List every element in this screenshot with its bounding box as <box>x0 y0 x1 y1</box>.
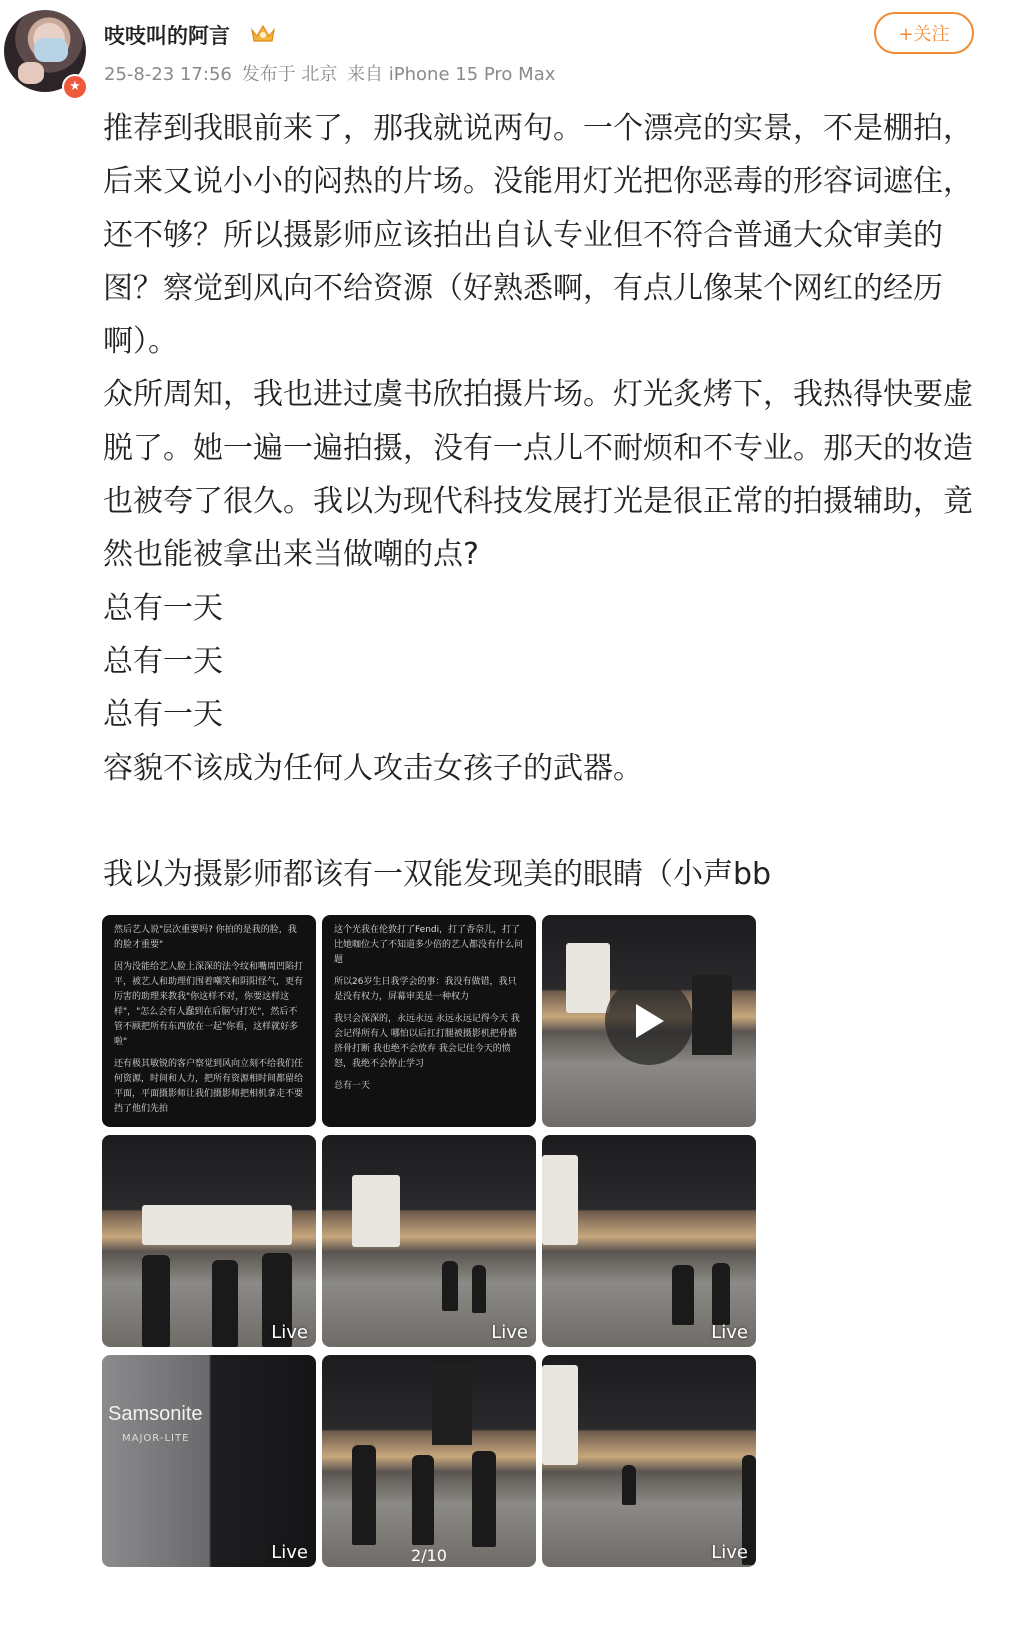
image-live-3[interactable] <box>542 1135 756 1347</box>
image-dark-panel <box>432 1365 472 1445</box>
image-live-6[interactable] <box>542 1355 756 1567</box>
crown-icon <box>250 22 276 44</box>
image-text-line: 这个光我在伦敦打了Fendi，打了香奈儿，打了比她咖位大了不知道多少倍的艺人都没有什么问题 <box>334 925 524 965</box>
image-lightbox-shape <box>542 1365 578 1465</box>
live-badge: Live <box>271 1322 308 1343</box>
paragraph: 总有一天 <box>103 590 223 626</box>
live-badge: Live <box>271 1542 308 1563</box>
play-icon[interactable] <box>605 977 693 1065</box>
post-location: 发布于 北京 <box>241 64 338 85</box>
paragraph: 推荐到我眼前来了，那我就说两句。一个漂亮的实景，不是棚拍，后来又说小小的闷热的片场。没能用灯光把你恶毒的形容词遮住，还不够？所以摄影师应该拍出自认专业但不符合普通大众审美的图？察觉到风向不给资源（好熟悉啊，有点儿像某个网红的经历啊）。 <box>103 111 973 360</box>
post-time: 25-8-23 17:56 <box>104 64 232 85</box>
paragraph: 我以为摄影师都该有一双能发现美的眼睛（小声bb <box>103 857 772 893</box>
image-live-5[interactable] <box>322 1355 536 1567</box>
verified-badge-icon: ★ <box>62 74 88 100</box>
image-person-shape <box>142 1255 170 1347</box>
paragraph: 总有一天 <box>103 643 223 679</box>
image-text-screenshot-2[interactable] <box>322 915 536 1127</box>
image-person-shape <box>472 1265 486 1313</box>
paragraph: 容貌不该成为任何人攻击女孩子的武器。 <box>103 750 643 786</box>
image-lightbox-shape <box>352 1175 400 1247</box>
image-dark-panel <box>692 975 732 1055</box>
post-device: 来自 iPhone 15 Pro Max <box>347 64 556 85</box>
post-content <box>103 102 983 901</box>
play-triangle-icon <box>632 1002 666 1040</box>
image-person-shape <box>352 1445 376 1545</box>
image-text-line: 因为没能给艺人脸上深深的法令纹和嘴周凹陷打平，被艺人和助理们围着嘲笑和阴阳怪气，更有厉害的助理来教我"你这样不对，你要这样这样"，"怎么会有人蠢到在后脑勺打光"，然后不管不顾把所有东西放在一起"你看，这样就好多啦" <box>114 962 304 1047</box>
brand-logo-text: Samsonite <box>108 1403 203 1425</box>
image-person-shape <box>712 1263 730 1325</box>
image-lightbox-shape <box>542 1155 578 1245</box>
paragraph-gap <box>103 795 983 848</box>
live-badge: Live <box>711 1542 748 1563</box>
follow-button[interactable]: +关注 <box>874 12 974 54</box>
paragraph: 众所周知，我也进过虞书欣拍摄片场。灯光炙烤下，我热得快要虚脱了。她一遍一遍拍摄，没有一点儿不耐烦和不专业。那天的妆造也被夸了很久。我以为现代科技发展打光是很正常的拍摄辅助，竟然也能被拿出来当做嘲的点? <box>103 377 973 573</box>
image-video-studio[interactable] <box>542 915 756 1127</box>
image-text-line: 我只会深深的，永远永远 永远永远记得今天 我会记得所有人 哪怕以后扛打腿被摄影机把骨骼挤骨打断 我也绝不会放弃 我会记住今天的愤怒，我绝不会停止学习 <box>334 1014 520 1069</box>
post-meta <box>104 60 559 86</box>
live-badge: Live <box>711 1322 748 1343</box>
image-person-shape <box>622 1465 636 1505</box>
image-set-wall <box>142 1205 292 1245</box>
image-live-2[interactable] <box>322 1135 536 1347</box>
image-person-shape <box>412 1455 434 1545</box>
image-person-shape <box>472 1451 496 1547</box>
image-live-1[interactable] <box>102 1135 316 1347</box>
avatar-mask-shape <box>34 38 68 62</box>
image-text-line: 总有一天 <box>334 1081 371 1091</box>
image-text-line: 然后艺人说"层次重要吗? 你拍的是我的脸，我的脸才重要" <box>114 925 297 950</box>
image-person-shape <box>212 1260 238 1347</box>
image-text-screenshot-1[interactable] <box>102 915 316 1127</box>
image-lightbox-shape <box>566 943 610 1013</box>
brand-sub-text: MAJOR-LITE <box>122 1433 190 1444</box>
image-live-4[interactable] <box>102 1355 316 1567</box>
live-badge: Live <box>491 1322 528 1343</box>
paragraph: 总有一天 <box>103 697 223 733</box>
image-person-shape <box>442 1261 458 1311</box>
avatar-hand-shape <box>18 62 44 84</box>
image-person-shape <box>672 1265 694 1325</box>
image-text-line: 所以26岁生日我学会的事：我没有做错，我只是没有权力，屏幕审美是一种权力 <box>334 977 517 1002</box>
username[interactable]: 吱吱叫的阿言 <box>104 24 230 48</box>
image-text-line: 还有极其敏锐的客户察觉到风向立刻不给我们任何资源，时间和人力，把所有资源相时间都留给平面，平面摄影师让我们摄影师把相机拿走不要挡了他们先拍 <box>114 1059 304 1114</box>
page-indicator: 2/10 <box>411 1546 447 1565</box>
